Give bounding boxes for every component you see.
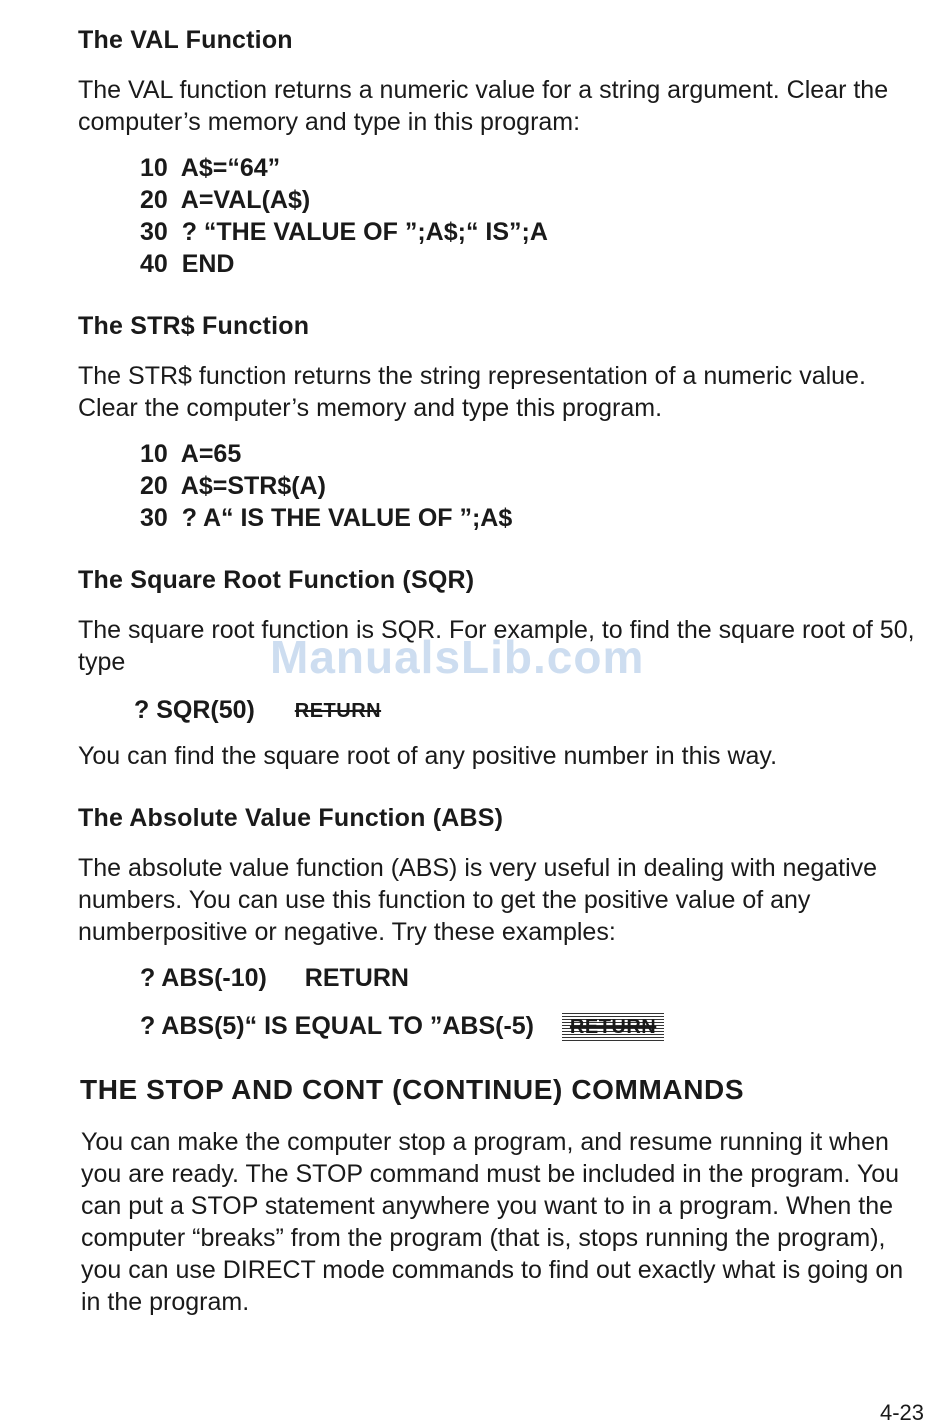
code-line: 10 A=65 <box>140 440 242 468</box>
code-line: 40 END <box>140 250 235 278</box>
str-heading: The STR$ Function <box>78 312 310 340</box>
stop-heading: THE STOP AND CONT (CONTINUE) COMMANDS <box>80 1074 745 1105</box>
abs-example-2 <box>140 1010 664 1043</box>
abs-heading: The Absolute Value Function (ABS) <box>78 804 504 832</box>
val-body: The VAL function returns a numeric value for a string argument. Clear the computer’s memory and type in this program: <box>78 76 889 136</box>
watermark: ManualsLib.com <box>270 631 645 683</box>
sqr-heading: The Square Root Function (SQR) <box>78 566 475 594</box>
val-code-block <box>140 152 548 280</box>
code-line: 20 A$=STR$(A) <box>140 472 326 500</box>
abs-example-2-text: ? ABS(5)“ IS EQUAL TO ”ABS(-5) <box>140 1012 535 1040</box>
return-key-label: RETURN <box>294 700 382 723</box>
sqr-example-text: ? SQR(50) <box>134 696 255 724</box>
page-number: 4-23 <box>879 1400 924 1425</box>
abs-example-1 <box>140 962 409 994</box>
return-key-label: RETURN <box>304 964 409 992</box>
return-key-label: RETURN <box>562 1011 664 1043</box>
sqr-body: The square root function is SQR. For example, to find the square root of 50, type <box>78 616 915 676</box>
code-line: 30 ? A“ IS THE VALUE OF ”;A$ <box>140 504 513 532</box>
str-body: The STR$ function returns the string representation of a numeric value. Clear the computer’s memory and type this program. <box>78 362 866 422</box>
abs-body: The absolute value function (ABS) is very useful in dealing with negative numbers. You can use this function to get the positive value of any numberpositive or negative. Try these examples: <box>78 854 878 946</box>
val-heading: The VAL Function <box>78 26 293 54</box>
sqr-example <box>134 694 383 727</box>
str-code-block <box>140 438 512 534</box>
abs-example-1-text: ? ABS(-10) <box>140 964 267 992</box>
code-line: 20 A=VAL(A$) <box>140 186 311 214</box>
sqr-note: You can find the square root of any positive number in this way. <box>78 742 778 770</box>
stop-body: You can make the computer stop a program, and resume running it when you are ready. The STOP command must be included in the program. You can put a STOP statement anywhere you want to in a program. When the computer “breaks” from the program (that is, stops running the program), you can use DIRECT mode commands to find out exactly what is going on in the program. <box>81 1128 904 1316</box>
code-line: 10 A$=“64” <box>140 154 281 182</box>
code-line: 30 ? “THE VALUE OF ”;A$;“ IS”;A <box>140 218 548 246</box>
